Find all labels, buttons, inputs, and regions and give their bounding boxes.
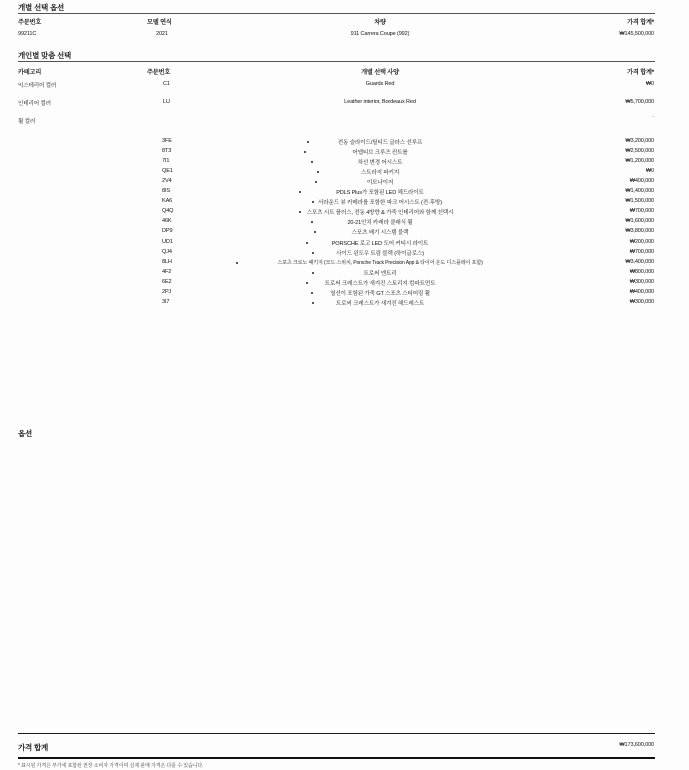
option-price: ₩1,500,000 — [625, 198, 654, 205]
option-description: 트로써 크레스트가 새겨진 스토리지 컴파트먼트 — [324, 280, 436, 287]
option-code: 8IS — [162, 188, 170, 195]
divider — [18, 13, 655, 14]
option-code: 8LH — [162, 258, 172, 265]
model-price: ₩145,500,000 — [619, 31, 654, 37]
option-code: Q4Q — [162, 208, 174, 215]
col-header-description: 개별 선택 사양 — [361, 69, 399, 76]
option-description: 트로써 크레스트가 새겨진 헤드레스트 — [335, 300, 425, 307]
option-price: ₩3,400,000 — [625, 258, 654, 265]
option-code: KA6 — [162, 198, 173, 205]
code-interior: LU — [163, 99, 170, 105]
option-description: 서라운드 뷰 카메라를 포함한 파크 어시스트 (전·후방) — [318, 200, 442, 207]
col-header-category: 카테고리 — [18, 69, 42, 76]
category-interior: 인테리어 컬러 — [18, 101, 51, 107]
section-title-model: 개별 선택 옵션 — [18, 3, 65, 12]
option-description: 트로써 엔트리 — [363, 270, 397, 277]
option-price: ₩1,400,000 — [625, 188, 654, 195]
option-description: PORSCHE 로고 LED 도어 커티시 라이트 — [331, 240, 429, 247]
option-price: ₩300,000 — [629, 298, 654, 305]
option-code: 46K — [162, 218, 172, 225]
category-wheel: 휠 컬러 — [18, 119, 36, 125]
option-price: ₩1,600,000 — [625, 218, 654, 225]
desc-exterior: Guards Red — [365, 81, 395, 87]
col-header-order-no: 주문번호 — [18, 19, 42, 26]
option-code: 2PJ — [162, 288, 172, 295]
col-header-price: 가격 합계* — [627, 69, 654, 76]
vehicle-name: 911 Carrera Coupe (992) — [350, 31, 410, 37]
option-price: ₩400,000 — [629, 178, 654, 185]
total-label: 가격 합계 — [18, 743, 49, 752]
option-code: DP9 — [162, 228, 173, 235]
option-price: ₩3,200,000 — [625, 138, 654, 144]
option-code: QJ4 — [162, 248, 172, 255]
option-code: 2V4 — [162, 178, 172, 185]
category-exterior: 익스테리어 컬러 — [18, 83, 57, 89]
option-description: 차선 변경 어시스트 — [357, 160, 403, 167]
total-value: ₩173,600,000 — [619, 742, 654, 748]
option-code: 7I1 — [162, 158, 170, 165]
option-description: 이모나이저 — [366, 180, 394, 187]
model-order-no: 99211C — [18, 31, 37, 37]
section-title-options: 옵션 — [18, 429, 33, 438]
option-price: ₩3,800,000 — [625, 228, 654, 235]
option-code: 3FE — [162, 138, 172, 144]
desc-interior: Leather interior, Bordeaux Red — [344, 99, 416, 105]
option-code: 4F2 — [162, 268, 172, 275]
option-description: 스트라지 파키지 — [360, 170, 400, 177]
option-price: ₩400,000 — [629, 288, 654, 295]
col-header-vehicle: 차량 — [374, 19, 386, 26]
col-header-code: 주문번호 — [147, 69, 171, 76]
option-price: ₩300,000 — [629, 278, 654, 285]
option-price: ₩1,200,000 — [625, 158, 654, 165]
option-description: 어댑티브 크루즈 컨트롤 — [352, 150, 408, 157]
code-exterior: C1 — [163, 81, 170, 87]
option-price: ₩700,000 — [629, 208, 654, 215]
option-code: UD1 — [162, 238, 173, 245]
divider — [18, 733, 655, 734]
footnote: * 표시된 가격은 부가세 포함된 권장 소비자 가격이며 실제 판매 가격은 다를 수 있습니다. — [18, 763, 204, 769]
section-title-individual: 개인별 맞춤 선택 — [18, 51, 72, 60]
divider — [18, 757, 655, 759]
option-code: 6E2 — [162, 278, 172, 285]
wheel-mark: · — [652, 114, 654, 120]
option-code: 8T3 — [162, 148, 172, 155]
option-description: 전동 슬라이드/틸티드 글라스 선루프 — [337, 140, 423, 146]
option-price: ₩0 — [645, 168, 654, 175]
option-price: ₩2,500,000 — [625, 148, 654, 155]
option-price: ₩700,000 — [629, 248, 654, 255]
option-description: 사이드 윈도우 트림 블랙 (하이글로스) — [336, 250, 424, 257]
option-description: 열선이 포함된 가죽 GT 스포츠 스티어링 휠 — [330, 290, 430, 297]
option-description: 20-21인치 카레라 클래식 휠 — [347, 220, 413, 227]
col-header-model-year: 모델 연식 — [147, 19, 172, 26]
divider — [18, 61, 655, 62]
option-price: ₩800,000 — [629, 268, 654, 275]
price-exterior: ₩0 — [645, 81, 654, 87]
col-header-price: 가격 합계* — [627, 19, 654, 26]
option-description: 스포츠 배기 시스템 블랙 — [351, 230, 409, 237]
option-description: 스포츠 시트 플러스, 전동 4방향 & 가죽 인테리어와 함께 선택시 — [306, 210, 454, 217]
option-description: 스포츠 크로노 패키지 (모드 스위치, Porsche Track Precision App & 타이어 온도 디스플레이 포함) — [277, 259, 483, 266]
model-year: 2021 — [156, 31, 168, 37]
option-code: QE1 — [162, 168, 173, 175]
option-code: 3I7 — [162, 298, 170, 305]
price-interior: ₩5,700,000 — [625, 99, 654, 105]
option-description: PDLS Plus가 포함된 LED 헤드라이트 — [336, 190, 424, 197]
option-price: ₩200,000 — [629, 238, 654, 245]
